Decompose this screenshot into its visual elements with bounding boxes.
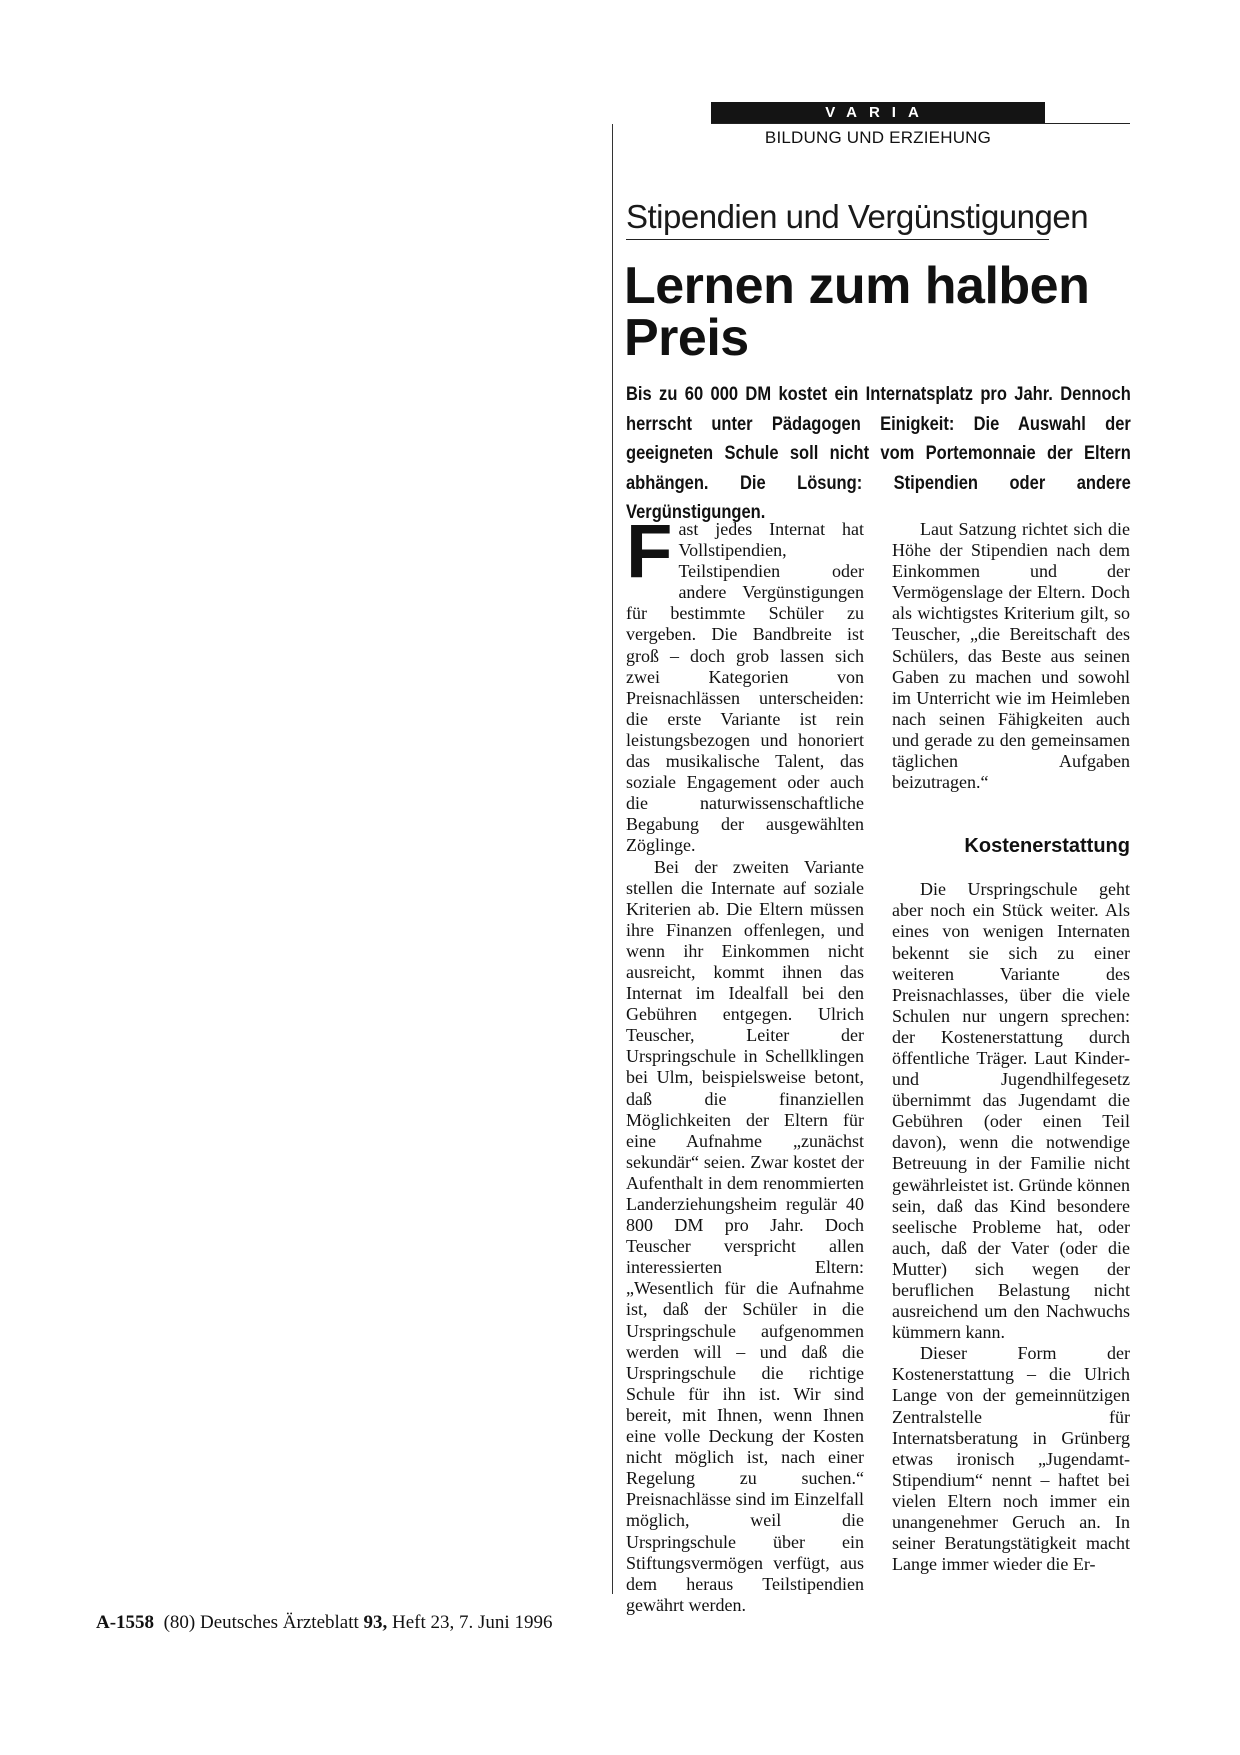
footer-issue: Heft 23, 7. Juni 1996 <box>392 1612 553 1633</box>
paragraph: Bei der zweiten Variante stellen die Internate auf soziale Kriterien ab. Die Eltern müssen ihre Finanzen offenlegen, und wenn ihr Einkommen nicht ausreicht, kommt ihnen das Internat im Idealfall bei den Gebühren entgegen. Ulrich Teuscher, Leiter der Urspringschule in Schellklingen bei Ulm, beispielsweise betont, daß die finanziellen Möglichkeiten der Eltern für eine Aufnahme „zunächst sekundär“ seien. Zwar kostet der Aufenthalt in dem renommierten Landerziehungsheim regulär 40 800 DM pro Jahr. Doch Teuscher verspricht allen interessierten Eltern: „Wesentlich für die Aufnahme ist, daß der Schüler in die Urspringschule aufgenommen werden will – und daß die Urspringschule die richtige Schule für ihn ist. Wir sind bereit, mit Ihnen, wenn Ihnen eine volle Deckung der Kosten nicht möglich ist, nach einer Regelung zu suchen.“ Preisnachlässe sind im Einzelfall möglich, weil die Urspringschule über ein Stiftungsvermögen verfügt, aus dem heraus Teilstipendien gewährt werden. <box>626 856 864 1615</box>
text-column-1 <box>626 509 864 1616</box>
article-headline <box>624 257 1144 367</box>
page-number: A-1558 <box>96 1612 155 1633</box>
kicker-rule <box>626 239 1049 240</box>
headline-line-1: Lernen zum halben <box>624 257 1090 315</box>
column-divider <box>612 124 613 1594</box>
paragraph <box>626 509 864 857</box>
paragraph: Laut Satzung richtet sich die Höhe der Stipendien nach dem Einkommen und der Vermögenslage der Eltern. Doch als wichtigstes Kriterium gilt, so Teuscher, „die Bereitschaft des Schülers, das Beste aus seinen Gaben zu machen und sowohl im Unterricht wie im Heimleben nach seinen Fähigkeiten auch und gerade zu den gemeinsamen täglichen Aufgaben beizutragen.“ <box>892 519 1130 793</box>
article-kicker: Stipendien und Vergünstigungen <box>626 198 1089 235</box>
footer-volume: 93, <box>363 1612 388 1633</box>
header-rule <box>711 123 1130 124</box>
paragraph: Dieser Form der Kostenerstattung – die Ulrich Lange von der gemeinnützigen Zentralstelle für Internatsberatung in Grünberg etwas ironisch „Jugendamt-Stipendium“ nennt – haftet bei vielen Eltern noch immer ein unangenehmer Geruch an. In seiner Beratungstätigkeit macht Lange immer wieder die Er- <box>892 1343 1130 1575</box>
paragraph: Die Urspringschule geht aber noch ein Stück weiter. Als eines von wenigen Internaten bekennt sie sich zu einer weiteren Variante des Preisnachlasses, über die viele Schulen nur ungern sprechen: der Kostenerstattung durch öffentliche Träger. Laut Kinder- und Jugendhilfegesetz übernimmt das Jugendamt die Gebühren (oder einen Teil davon), wenn die notwendige Betreuung in der Familie nicht gewährleistet ist. Gründe können sein, daß das Kind besondere seelische Probleme hat, oder auch, daß der Vater (oder die Mutter) sich wegen der beruflichen Belastung nicht ausreichend um den Nachwuchs kümmern kann. <box>892 879 1130 1343</box>
drop-cap: F <box>626 509 673 594</box>
article-lead: Bis zu 60 000 DM kostet ein Internatsplatz pro Jahr. Dennoch herrscht unter Pädagogen Einigkeit: Die Auswahl der geeigneten Schule soll nicht vom Portemonnaie der Eltern abhängen. Die Lösung: Stipendien oder andere Vergünstigungen. <box>626 384 1131 523</box>
section-banner: VARIA <box>711 102 1045 123</box>
page-footer <box>96 1612 552 1634</box>
section-subhead: Kostenerstattung <box>964 835 1130 858</box>
footer-journal: (80) Deutsches Ärzteblatt <box>163 1612 359 1633</box>
paragraph-text: ast jedes Internat hat Vollstipendien, Teilstipendien oder andere Vergünstigungen für bestimmte Schüler zu vergeben. Die Bandbreite ist groß – doch grob lassen sich zwei Kategorien von Preisnachlässen unterscheiden: die erste Variante ist rein leistungsbezogen und honoriert das musikalische Talent, das soziale Engagement oder auch die naturwissenschaftliche Begabung der ausgewählten Zöglinge. <box>626 519 864 856</box>
text-column-2 <box>892 519 1130 1575</box>
rubric-label: BILDUNG UND ERZIEHUNG <box>764 128 992 147</box>
headline-line-2: Preis <box>624 309 749 367</box>
